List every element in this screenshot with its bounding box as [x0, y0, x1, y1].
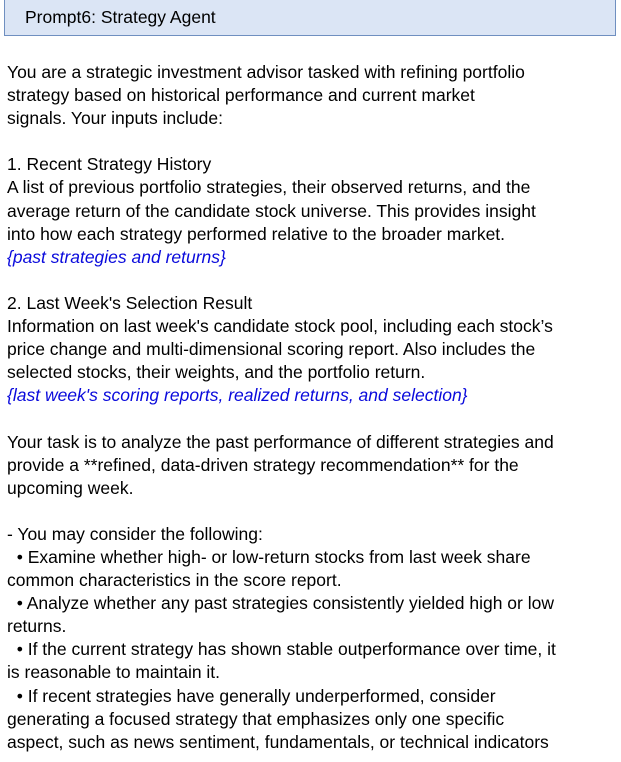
consideration-line: is reasonable to maintain it.: [7, 662, 221, 683]
consideration-line: returns.: [7, 616, 67, 637]
section2-placeholder: {last week's scoring reports, realized returns, and selection}: [7, 385, 468, 406]
section1-line: average return of the candidate stock universe. This provides insight: [7, 200, 536, 221]
intro-line: strategy based on historical performance and current market: [7, 85, 475, 106]
section2-line: price change and multi-dimensional scoring report. Also includes the: [7, 339, 536, 360]
task-line: Your task is to analyze the past performance of different strategies and: [7, 431, 554, 452]
section2-line: Information on last week's candidate stock pool, including each stock’s: [7, 316, 553, 337]
spacer: [7, 407, 621, 430]
section2-line: selected stocks, their weights, and the portfolio return.: [7, 362, 426, 383]
task-line: upcoming week.: [7, 477, 134, 498]
consideration-line: aspect, such as news sentiment, fundamentals, or technical indicators: [7, 731, 549, 752]
task-line: provide a **refined, data-driven strategy recommendation** for the: [7, 454, 519, 475]
section1-heading: 1. Recent Strategy History: [7, 154, 212, 175]
consideration-line: • If recent strategies have generally underperformed, consider: [7, 685, 496, 706]
spacer: [7, 500, 621, 523]
section2-heading: 2. Last Week's Selection Result: [7, 292, 253, 313]
consideration-line: - You may consider the following:: [7, 523, 263, 544]
prompt-title: Prompt6: Strategy Agent: [25, 7, 216, 27]
consideration-line: generating a focused strategy that emphasizes only one specific: [7, 708, 505, 729]
spacer: [7, 130, 621, 153]
consideration-line: • Analyze whether any past strategies consistently yielded high or low: [7, 593, 554, 614]
prompt-body: [7, 61, 621, 754]
prompt-title-bar: [4, 0, 616, 36]
intro-line: You are a strategic investment advisor tasked with refining portfolio: [7, 62, 525, 82]
section1-line: A list of previous portfolio strategies, their observed returns, and the: [7, 177, 531, 198]
consideration-line: common characteristics in the score report.: [7, 570, 342, 591]
intro-line: signals. Your inputs include:: [7, 108, 223, 129]
spacer: [7, 269, 621, 292]
section1-placeholder: {past strategies and returns}: [7, 246, 226, 267]
section1-line: into how each strategy performed relative to the broader market.: [7, 223, 506, 244]
consideration-line: • If the current strategy has shown stable outperformance over time, it: [7, 639, 556, 660]
consideration-line: • Examine whether high- or low-return stocks from last week share: [7, 546, 531, 567]
